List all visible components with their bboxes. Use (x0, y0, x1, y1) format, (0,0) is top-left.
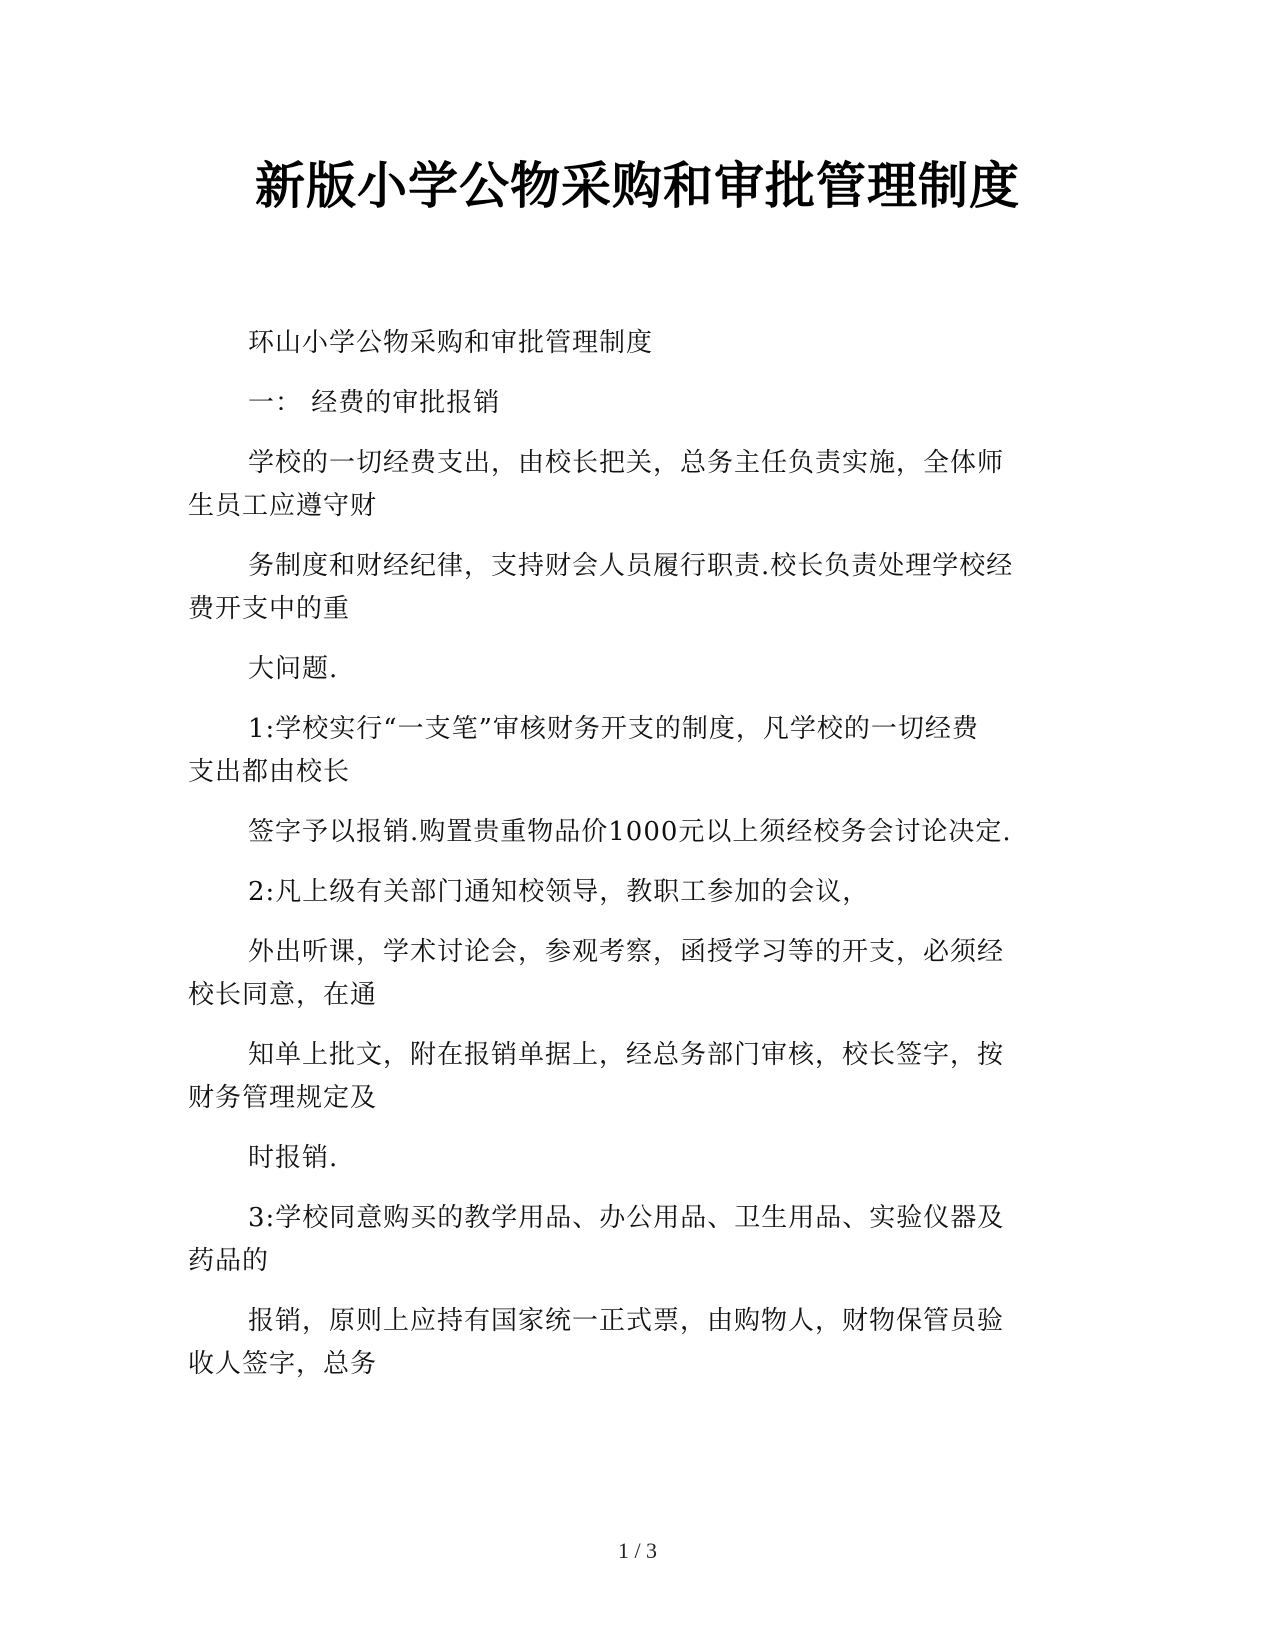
paragraph (188, 871, 1088, 914)
paragraph-line: 外出听课，学术讨论会，参观考察，函授学习等的开支，必须经 (248, 937, 1005, 967)
paragraph-line: 1:学校实行“一支笔”审核财务开支的制度，凡学校的一切经费 (248, 714, 979, 744)
paragraph-line: 时报销. (248, 1143, 339, 1173)
paragraph-line: 签字予以报销.购置贵重物品价1000元以上须经校务会讨论决定. (248, 817, 1012, 847)
page-number: 1 / 3 (617, 1538, 658, 1563)
paragraph-line: 药品的 (188, 1246, 270, 1276)
paragraph-line: 一： 经费的审批报销 (248, 388, 501, 418)
section-heading (188, 382, 1088, 425)
paragraph-line: 3:学校同意购买的教学用品、办公用品、卫生用品、实验仪器及 (248, 1203, 1005, 1233)
document-body (188, 322, 1088, 1403)
paragraph (188, 811, 1088, 854)
paragraph-line: 生员工应遵守财 (188, 491, 378, 521)
paragraph (188, 1197, 1088, 1283)
paragraph-line: 校长同意，在通 (188, 980, 378, 1010)
paragraph-line: 知单上批文，附在报销单据上，经总务部门审核，校长签字，按 (248, 1040, 1005, 1070)
paragraph (188, 1300, 1088, 1386)
paragraph-line: 收人签字，总务 (188, 1349, 378, 1379)
paragraph (188, 1137, 1088, 1180)
paragraph-line: 支出都由校长 (188, 757, 351, 787)
paragraph (188, 931, 1088, 1017)
paragraph-line: 大问题. (248, 654, 339, 684)
paragraph-line: 财务管理规定及 (188, 1083, 378, 1113)
paragraph (188, 648, 1088, 691)
paragraph-line: 2:凡上级有关部门通知校领导，教职工参加的会议， (248, 877, 870, 907)
paragraph (188, 708, 1088, 794)
paragraph (188, 1034, 1088, 1120)
paragraph-line: 学校的一切经费支出，由校长把关，总务主任负责实施，全体师 (248, 448, 1005, 478)
document-title: 新版小学公物采购和审批管理制度 (255, 156, 1020, 215)
paragraph-line: 费开支中的重 (188, 594, 351, 624)
paragraph (188, 545, 1088, 631)
paragraph-line: 环山小学公物采购和审批管理制度 (248, 328, 654, 358)
paragraph (188, 322, 1088, 365)
paragraph-line: 务制度和财经纪律，支持财会人员履行职责.校长负责处理学校经 (248, 551, 1014, 581)
paragraph-line: 报销，原则上应持有国家统一正式票，由购物人，财物保管员验 (248, 1306, 1005, 1336)
paragraph (188, 442, 1088, 528)
